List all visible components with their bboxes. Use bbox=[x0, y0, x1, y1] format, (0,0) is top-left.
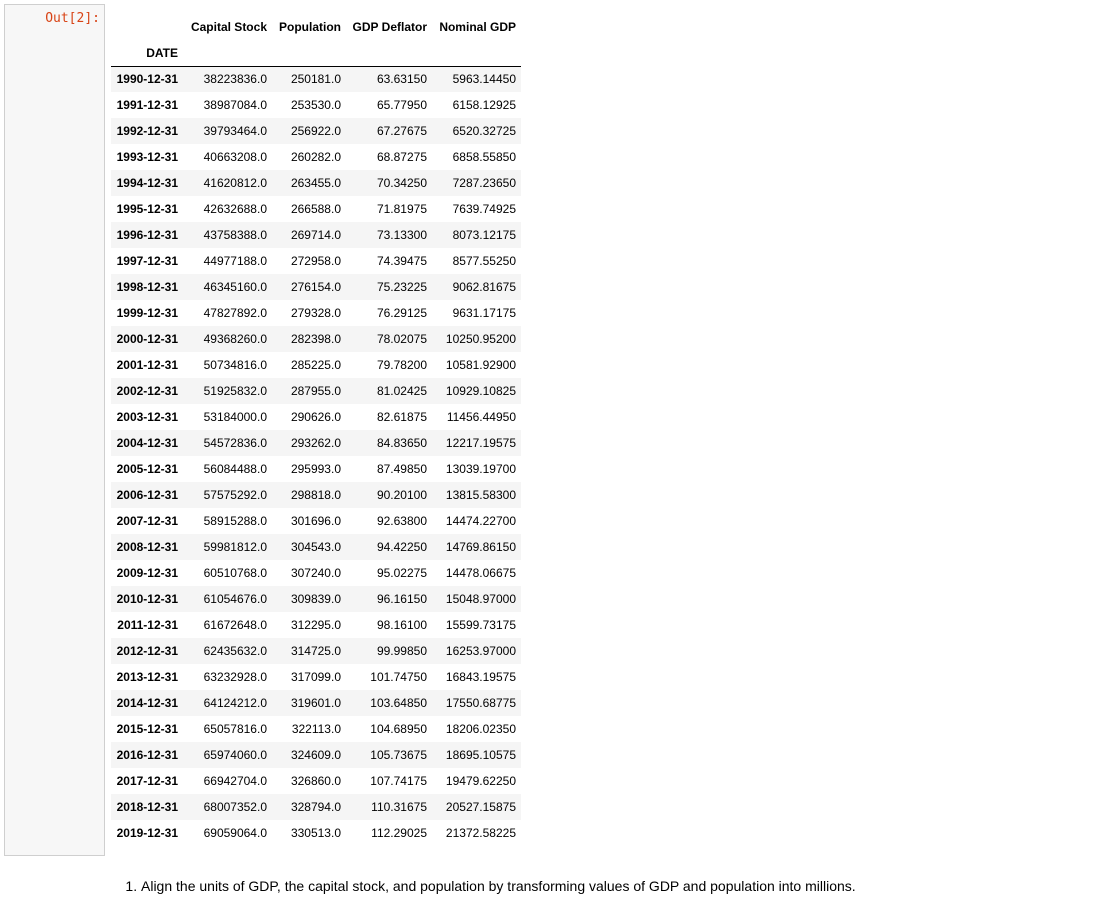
table-cell: 60510768.0 bbox=[203, 566, 267, 580]
table-cell: 269714.0 bbox=[290, 228, 341, 242]
column-header: Population bbox=[279, 20, 341, 34]
table-cell: 326860.0 bbox=[290, 774, 341, 788]
markdown-cell bbox=[125, 877, 856, 895]
table-cell: 14478.06675 bbox=[445, 566, 516, 580]
table-row bbox=[111, 274, 521, 300]
table-row bbox=[111, 716, 521, 742]
instruction-list-item: 1. Align the units of GDP, the capital stock, and population by transforming values of GDP and population into millions. bbox=[141, 877, 856, 895]
table-row bbox=[111, 456, 521, 482]
table-cell: 21372.58225 bbox=[445, 826, 516, 840]
table-row bbox=[111, 222, 521, 248]
row-index-date: 1996-12-31 bbox=[116, 228, 178, 242]
table-cell: 66942704.0 bbox=[203, 774, 267, 788]
table-cell: 65974060.0 bbox=[203, 748, 267, 762]
table-row bbox=[111, 118, 521, 144]
table-cell: 319601.0 bbox=[290, 696, 341, 710]
table-cell: 54572836.0 bbox=[203, 436, 267, 450]
table-cell: 8577.55250 bbox=[452, 254, 516, 268]
table-cell: 63.63150 bbox=[376, 72, 427, 87]
table-cell: 20527.15875 bbox=[445, 800, 516, 814]
table-cell: 330513.0 bbox=[290, 826, 341, 840]
row-index-date: 1998-12-31 bbox=[116, 280, 178, 294]
table-cell: 79.78200 bbox=[376, 358, 427, 372]
table-cell: 57575292.0 bbox=[203, 488, 267, 502]
table-cell: 9631.17175 bbox=[452, 306, 516, 320]
table-cell: 314725.0 bbox=[290, 644, 341, 658]
table-cell: 13815.58300 bbox=[445, 488, 516, 502]
table-cell: 309839.0 bbox=[290, 592, 341, 606]
row-index-date: 1992-12-31 bbox=[116, 124, 178, 138]
table-cell: 105.73675 bbox=[370, 748, 427, 762]
table-cell: 67.27675 bbox=[376, 124, 427, 138]
table-cell: 65057816.0 bbox=[203, 722, 267, 736]
table-cell: 44977188.0 bbox=[203, 254, 267, 268]
row-index-date: 2005-12-31 bbox=[116, 462, 178, 476]
table-cell: 298818.0 bbox=[290, 488, 341, 502]
row-index-date: 1991-12-31 bbox=[116, 98, 178, 112]
row-index-date: 2004-12-31 bbox=[116, 436, 178, 450]
table-cell: 293262.0 bbox=[290, 436, 341, 450]
table-cell: 19479.62250 bbox=[445, 774, 516, 788]
table-cell: 90.20100 bbox=[376, 488, 427, 502]
table-row bbox=[111, 612, 521, 638]
row-index-date: 1990-12-31 bbox=[116, 72, 178, 87]
table-cell: 256922.0 bbox=[290, 124, 341, 138]
table-cell: 304543.0 bbox=[290, 540, 341, 554]
row-index-date: 2000-12-31 bbox=[116, 332, 178, 346]
table-cell: 61672648.0 bbox=[203, 618, 267, 632]
table-cell: 68007352.0 bbox=[203, 800, 267, 814]
row-index-date: 2012-12-31 bbox=[116, 644, 178, 658]
row-index-date: 1995-12-31 bbox=[116, 202, 178, 216]
table-cell: 17550.68775 bbox=[445, 696, 516, 710]
table-cell: 12217.19575 bbox=[445, 436, 516, 450]
table-row bbox=[111, 404, 521, 430]
table-cell: 312295.0 bbox=[290, 618, 341, 632]
table-cell: 272958.0 bbox=[290, 254, 341, 268]
table-cell: 49368260.0 bbox=[203, 332, 267, 346]
table-row bbox=[111, 196, 521, 222]
table-cell: 107.74175 bbox=[370, 774, 427, 788]
index-name: DATE bbox=[146, 45, 178, 60]
row-index-date: 2011-12-31 bbox=[117, 618, 178, 632]
table-cell: 15048.97000 bbox=[445, 592, 516, 606]
table-cell: 46345160.0 bbox=[203, 280, 267, 294]
table-cell: 73.13300 bbox=[376, 228, 427, 242]
table-cell: 14769.86150 bbox=[445, 540, 516, 554]
table-cell: 301696.0 bbox=[290, 514, 341, 528]
header-corner bbox=[111, 14, 183, 40]
table-cell: 42632688.0 bbox=[203, 202, 267, 216]
table-row bbox=[111, 144, 521, 170]
row-index-date: 1993-12-31 bbox=[116, 150, 178, 164]
dataframe-table bbox=[111, 14, 521, 846]
table-cell: 276154.0 bbox=[290, 280, 341, 294]
table-cell: 69059064.0 bbox=[203, 826, 267, 840]
table-cell: 65.77950 bbox=[376, 98, 427, 112]
table-cell: 75.23225 bbox=[376, 280, 427, 294]
row-index-date: 2017-12-31 bbox=[116, 774, 178, 788]
row-index-date: 2001-12-31 bbox=[116, 358, 178, 372]
row-index-date: 2006-12-31 bbox=[116, 488, 178, 502]
row-index-date: 2007-12-31 bbox=[116, 514, 178, 528]
row-index-date: 1999-12-31 bbox=[116, 306, 178, 320]
column-header: GDP Deflator bbox=[352, 20, 427, 34]
row-index-date: 2002-12-31 bbox=[116, 384, 178, 398]
table-cell: 87.49850 bbox=[376, 462, 427, 476]
output-cell bbox=[4, 4, 1094, 856]
column-header: Nominal GDP bbox=[439, 20, 516, 34]
table-cell: 71.81975 bbox=[376, 202, 427, 216]
table-cell: 317099.0 bbox=[290, 670, 341, 684]
table-row bbox=[111, 66, 521, 92]
output-prompt-label: Out[2]: bbox=[45, 11, 100, 26]
table-cell: 290626.0 bbox=[290, 410, 341, 424]
row-index-date: 2014-12-31 bbox=[116, 696, 178, 710]
table-cell: 285225.0 bbox=[290, 358, 341, 372]
table-cell: 322113.0 bbox=[291, 722, 341, 736]
table-row bbox=[111, 92, 521, 118]
table-cell: 51925832.0 bbox=[203, 384, 267, 398]
table-cell: 328794.0 bbox=[290, 800, 341, 814]
table-cell: 41620812.0 bbox=[203, 176, 267, 190]
table-cell: 84.83650 bbox=[376, 436, 427, 450]
table-cell: 16253.97000 bbox=[445, 644, 516, 658]
table-cell: 13039.19700 bbox=[445, 462, 516, 476]
table-cell: 11456.44950 bbox=[446, 410, 516, 424]
table-cell: 279328.0 bbox=[290, 306, 341, 320]
table-cell: 99.99850 bbox=[376, 644, 427, 658]
table-row bbox=[111, 820, 521, 846]
row-index-date: 2018-12-31 bbox=[116, 800, 178, 814]
table-cell: 287955.0 bbox=[290, 384, 341, 398]
table-cell: 56084488.0 bbox=[203, 462, 267, 476]
table-cell: 110.31675 bbox=[371, 800, 427, 814]
table-row bbox=[111, 170, 521, 196]
table-row bbox=[111, 742, 521, 768]
table-cell: 94.42250 bbox=[376, 540, 427, 554]
table-cell: 6158.12925 bbox=[452, 98, 516, 112]
table-cell: 40663208.0 bbox=[203, 150, 267, 164]
table-cell: 6858.55850 bbox=[452, 150, 516, 164]
table-cell: 18206.02350 bbox=[445, 722, 516, 736]
table-cell: 263455.0 bbox=[290, 176, 341, 190]
table-cell: 7639.74925 bbox=[452, 202, 516, 216]
table-row bbox=[111, 248, 521, 274]
table-cell: 68.87275 bbox=[376, 150, 427, 164]
table-cell: 16843.19575 bbox=[445, 670, 516, 684]
table-row bbox=[111, 378, 521, 404]
table-cell: 43758388.0 bbox=[203, 228, 267, 242]
table-row bbox=[111, 326, 521, 352]
table-cell: 59981812.0 bbox=[203, 540, 267, 554]
row-index-date: 2008-12-31 bbox=[116, 540, 178, 554]
table-cell: 9062.81675 bbox=[452, 280, 516, 294]
row-index-date: 2009-12-31 bbox=[116, 566, 178, 580]
table-cell: 98.16100 bbox=[376, 618, 427, 632]
row-index-date: 1994-12-31 bbox=[116, 176, 178, 190]
table-cell: 61054676.0 bbox=[203, 592, 267, 606]
table-cell: 7287.23650 bbox=[452, 176, 516, 190]
table-cell: 74.39475 bbox=[376, 254, 427, 268]
table-body bbox=[111, 66, 521, 846]
row-index-date: 2016-12-31 bbox=[116, 748, 178, 762]
table-row bbox=[111, 534, 521, 560]
row-index-date: 2015-12-31 bbox=[116, 722, 178, 736]
table-cell: 104.68950 bbox=[370, 722, 427, 736]
dataframe-output bbox=[111, 14, 521, 846]
table-cell: 81.02425 bbox=[376, 384, 427, 398]
table-cell: 95.02275 bbox=[376, 566, 427, 580]
table-cell: 63232928.0 bbox=[203, 670, 267, 684]
table-row bbox=[111, 768, 521, 794]
table-cell: 5963.14450 bbox=[452, 72, 516, 87]
row-index-date: 2019-12-31 bbox=[116, 826, 178, 840]
table-cell: 266588.0 bbox=[290, 202, 341, 216]
table-cell: 96.16150 bbox=[376, 592, 427, 606]
table-cell: 10250.95200 bbox=[445, 332, 516, 346]
row-index-date: 2003-12-31 bbox=[116, 410, 178, 424]
table-cell: 39793464.0 bbox=[203, 124, 267, 138]
table-cell: 70.34250 bbox=[376, 176, 427, 190]
table-row bbox=[111, 690, 521, 716]
table-cell: 6520.32725 bbox=[452, 124, 516, 138]
row-index-date: 1997-12-31 bbox=[116, 254, 178, 268]
table-cell: 62435632.0 bbox=[203, 644, 267, 658]
instruction-list bbox=[125, 877, 856, 895]
table-cell: 38223836.0 bbox=[203, 72, 267, 87]
table-cell: 253530.0 bbox=[290, 98, 341, 112]
table-row bbox=[111, 352, 521, 378]
table-row bbox=[111, 560, 521, 586]
table-cell: 76.29125 bbox=[376, 306, 427, 320]
output-prompt-area bbox=[4, 4, 105, 856]
table-row bbox=[111, 794, 521, 820]
table-cell: 64124212.0 bbox=[203, 696, 267, 710]
table-cell: 295993.0 bbox=[290, 462, 341, 476]
table-cell: 47827892.0 bbox=[203, 306, 267, 320]
table-row bbox=[111, 638, 521, 664]
table-cell: 10581.92900 bbox=[445, 358, 516, 372]
table-cell: 10929.10825 bbox=[445, 384, 516, 398]
table-header bbox=[111, 14, 521, 66]
table-cell: 103.64850 bbox=[370, 696, 427, 710]
table-cell: 282398.0 bbox=[290, 332, 341, 346]
table-cell: 78.02075 bbox=[376, 332, 427, 346]
table-cell: 101.74750 bbox=[370, 670, 427, 684]
table-row bbox=[111, 508, 521, 534]
index-name-row bbox=[111, 40, 521, 66]
table-cell: 250181.0 bbox=[290, 72, 341, 87]
table-cell: 8073.12175 bbox=[452, 228, 516, 242]
table-cell: 92.63800 bbox=[376, 514, 427, 528]
table-cell: 14474.22700 bbox=[445, 514, 516, 528]
table-cell: 82.61875 bbox=[376, 410, 427, 424]
table-cell: 260282.0 bbox=[290, 150, 341, 164]
table-cell: 112.29025 bbox=[371, 826, 427, 840]
table-cell: 50734816.0 bbox=[203, 358, 267, 372]
table-row bbox=[111, 430, 521, 456]
table-row bbox=[111, 482, 521, 508]
row-index-date: 2010-12-31 bbox=[116, 592, 178, 606]
table-cell: 15599.73175 bbox=[445, 618, 516, 632]
table-row bbox=[111, 664, 521, 690]
table-cell: 38987084.0 bbox=[203, 98, 267, 112]
table-cell: 307240.0 bbox=[290, 566, 341, 580]
table-cell: 324609.0 bbox=[290, 748, 341, 762]
column-header: Capital Stock bbox=[190, 20, 267, 34]
table-row bbox=[111, 300, 521, 326]
row-index-date: 2013-12-31 bbox=[116, 670, 178, 684]
table-cell: 53184000.0 bbox=[203, 410, 267, 424]
table-row bbox=[111, 586, 521, 612]
table-cell: 18695.10575 bbox=[445, 748, 516, 762]
table-cell: 58915288.0 bbox=[203, 514, 267, 528]
column-header-row bbox=[111, 14, 521, 40]
